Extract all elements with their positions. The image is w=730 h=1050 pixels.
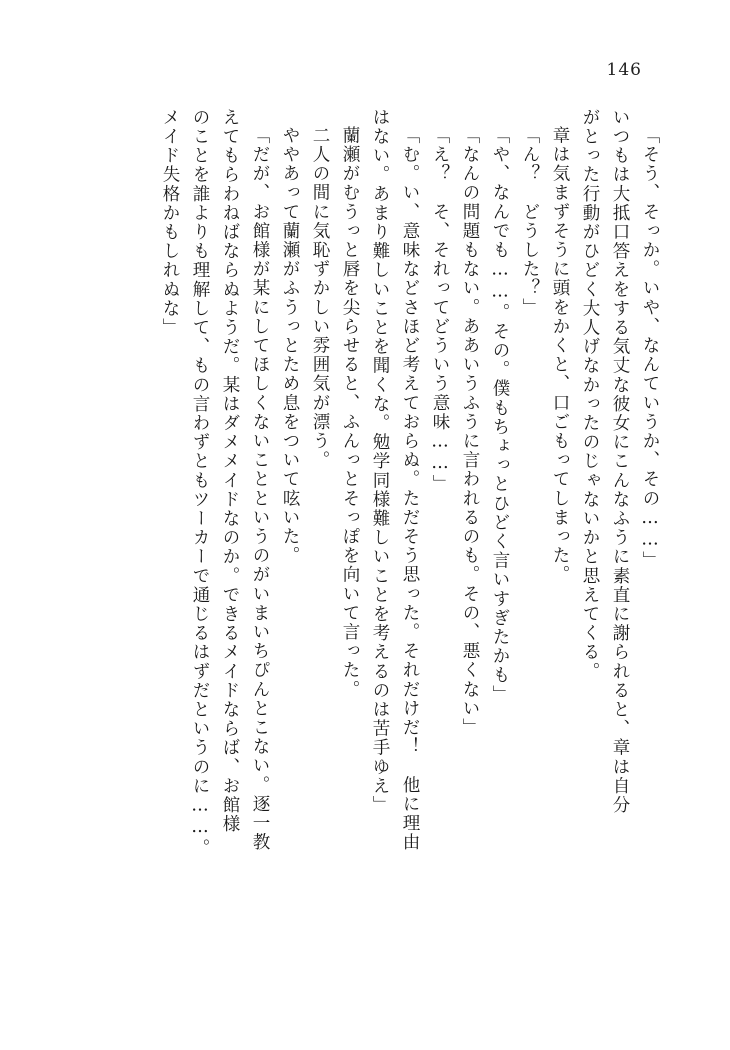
text-column: 「なんの問題もない。ああいうふうに言われるのも。その、悪くない」 — [460, 126, 480, 738]
text-column: 「や、なんでも……。その。僕もちょっとひどく言いすぎたかも」 — [490, 126, 510, 704]
text-column: えてもらわねばならぬようだ。某はダメメイドなのか。できるメイドならば、お館様 — [220, 108, 240, 834]
text-column: 蘭瀬がむうっと唇を尖らせると、ふんっとそっぽを向いて言った。 — [340, 126, 360, 699]
text-column: 「え？ そ、それってどういう意味……」 — [430, 126, 450, 494]
text-column: 二人の間に気恥ずかしい雰囲気が漂う。 — [310, 126, 330, 470]
text-column: ややあって蘭瀬がふうっとため息をついて呟いた。 — [280, 126, 300, 566]
text-column: がとった行動がひどく大人げなかったのじゃないかと思えてくる。 — [580, 108, 600, 681]
text-column: 「む。い、意味などさほど考えておらぬ。ただそう思った。それだけだ！ 他に理由 — [400, 126, 420, 852]
text-column: のことを誰よりも理解して、もの言わずともツーカーで通じるはずだというのに……。 — [190, 108, 210, 858]
text-column: いつもは大抵口答えをする気丈な彼女にこんなふうに素直に謝られると、章は自分 — [610, 108, 630, 815]
text-column: 「ん？ どうした？」 — [520, 126, 540, 317]
text-column: 「そう、そっか。いや、なんていうか、その……」 — [640, 126, 660, 571]
vertical-text-body — [72, 108, 658, 968]
text-column: 章は気まずそうに頭をかくと、口ごもってしまった。 — [550, 126, 570, 585]
text-column: はない。あまり難しいことを聞くな。勉学同様難しいことを考えるのは苦手ゆえ」 — [370, 108, 390, 815]
page-number: 146 — [606, 60, 642, 80]
text-column: 「だが、お館様が某にしてほしくないことというのがいまいちぴんとこない。逐一教 — [250, 126, 270, 852]
text-column: メイド失格かもしれぬな」 — [160, 108, 180, 338]
